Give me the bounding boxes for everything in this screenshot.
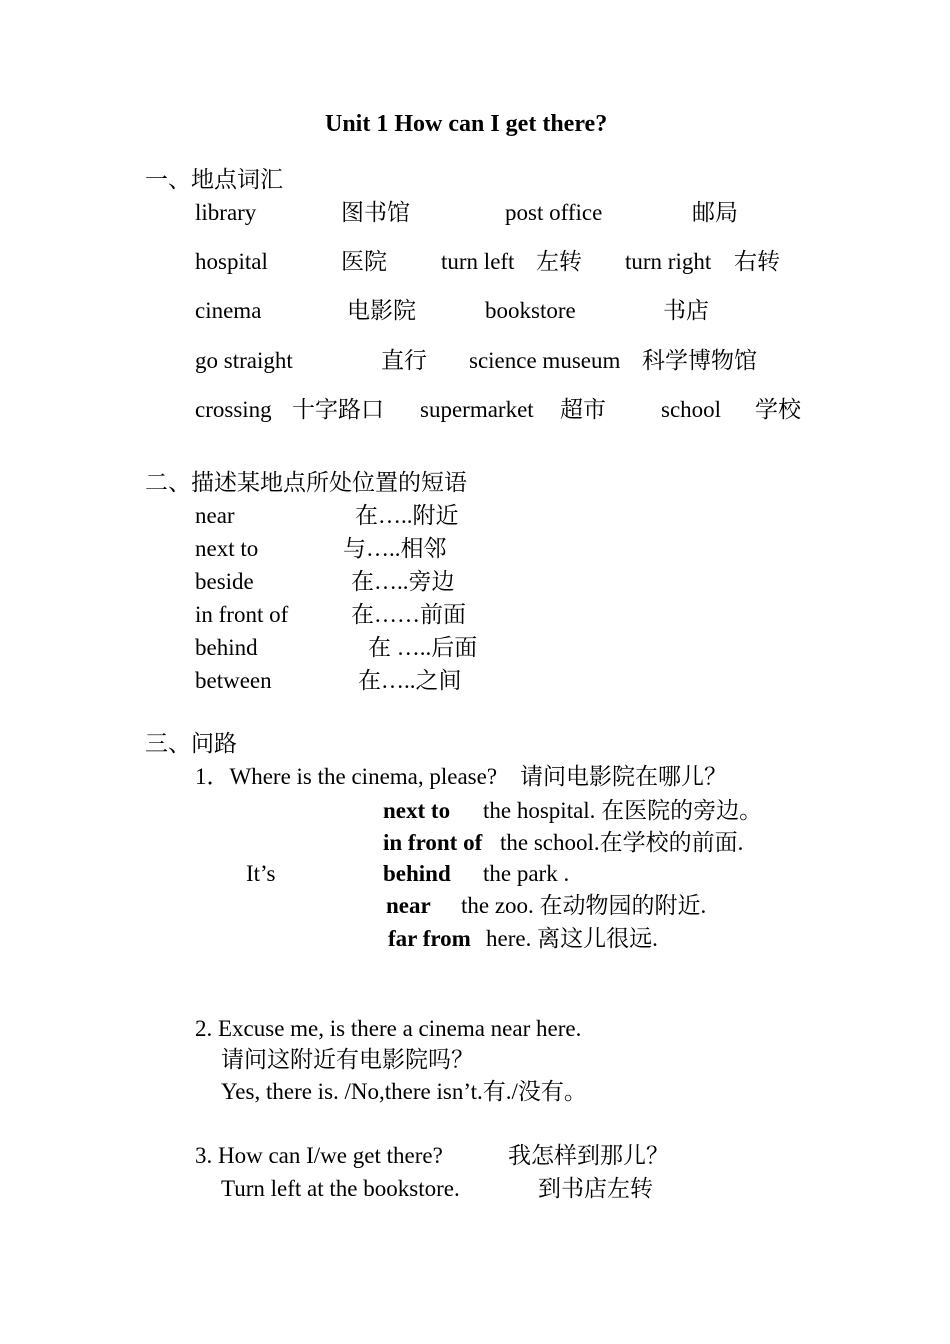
phrase-zh: 在……前面 [351,602,466,627]
phrase-zh: 在 …..后面 [368,635,478,660]
phrase-zh: 在…..旁边 [351,569,455,594]
section-heading-position-phrases: 二、描述某地点所处位置的短语 [145,470,467,495]
vocab-zh: 左转 [536,249,582,274]
vocab-en: turn right [625,249,712,274]
vocab-zh: 十字路口 [292,397,384,422]
vocab-zh: 科学博物馆 [642,348,757,373]
vocab-en: crossing [195,397,272,422]
phrase-en: beside [195,569,254,594]
answer-3-zh: 到书店左转 [538,1176,653,1201]
phrase-zh: 在…..附近 [355,503,459,528]
vocab-zh: 图书馆 [341,200,410,225]
section-heading-asking-directions: 三、问路 [145,731,237,756]
vocab-zh: 学校 [755,397,801,422]
question-3-zh: 我怎样到那儿？ [508,1143,669,1168]
vocab-en: supermarket [420,397,534,422]
vocab-en: post office [505,200,603,225]
vocab-en: school [661,397,722,422]
vocab-en: library [195,200,257,225]
phrase-en: between [195,668,272,693]
answer-prep: far from [388,926,471,951]
phrase-zh: 在…..之间 [358,668,462,693]
question-2-zh: 请问这附近有电影院吗？ [221,1047,474,1072]
phrase-en: behind [195,635,258,660]
vocab-en: hospital [195,249,268,274]
answer-prep: near [386,893,431,918]
answer-rest: the school.在学校的前面. [500,830,744,855]
question-1: 1．Where is the cinema, please? 请问电影院在哪儿？ [195,764,728,789]
answer-3: Turn left at the bookstore. [221,1176,460,1201]
vocab-zh: 右转 [734,249,780,274]
question-3: 3. How can I/we get there? [195,1143,443,1168]
vocab-zh: 直行 [381,348,427,373]
vocab-zh: 书店 [663,298,709,323]
vocab-zh: 邮局 [692,200,738,225]
phrase-en: next to [195,536,259,561]
answer-prep: behind [383,861,451,886]
vocab-zh: 电影院 [347,298,416,323]
vocab-en: bookstore [485,298,576,323]
answer-rest: here. 离这儿很远. [486,926,658,951]
vocab-en: cinema [195,298,262,323]
answer-2: Yes, there is. /No,there isn’t.有./没有。 [221,1079,587,1104]
answer-prep: in front of [383,830,483,855]
answer-rest: the park . [483,861,570,886]
vocab-en: science museum [469,348,621,373]
question-2: 2. Excuse me, is there a cinema near here. [195,1016,582,1041]
phrase-zh: 与…..相邻 [343,536,447,561]
phrase-en: in front of [195,602,289,627]
answer-prep: next to [383,798,451,823]
vocab-en: turn left [441,249,515,274]
vocab-zh: 医院 [341,249,387,274]
its-label: It’s [246,861,276,886]
answer-rest: the zoo. 在动物园的附近. [461,893,707,918]
vocab-en: go straight [195,348,293,373]
vocab-zh: 超市 [560,397,606,422]
phrase-en: near [195,503,235,528]
answer-rest: the hospital. 在医院的旁边。 [483,798,763,823]
page-title: Unit 1 How can I get there? [325,111,608,137]
section-heading-vocabulary: 一、地点词汇 [145,167,283,192]
